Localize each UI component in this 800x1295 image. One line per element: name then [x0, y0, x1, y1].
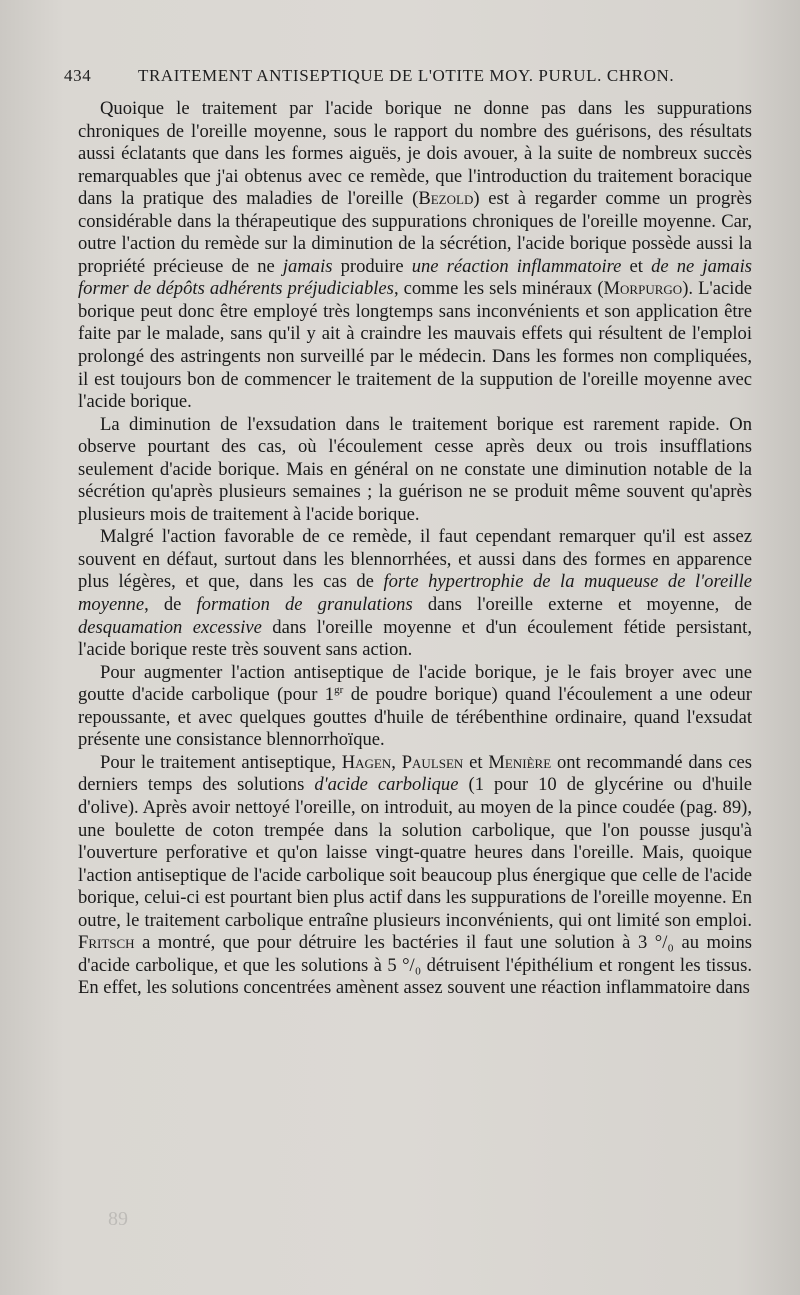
italic-text: jamais	[282, 255, 333, 277]
author-name: Paulsen	[401, 751, 464, 773]
text-run: Pour augmenter l'action antiseptique de l'acide borique, je le fais broyer avec une goutte d'acide carbolique (pour 1	[78, 661, 752, 706]
paragraph	[78, 662, 752, 752]
page-number: 434	[64, 66, 92, 85]
italic-text: de ne jamais former de dépôts adhérents préjudiciables	[78, 255, 752, 300]
text-run: , de	[144, 594, 197, 616]
text-run: , comme les sels minéraux (	[393, 278, 604, 300]
text-run: La diminution de l'exsudation dans le traitement borique est rarement rapide. On observe pourtant des cas, où l'écoulement cesse après deux ou trois insufflations seulement d'acide borique. Mais en général on ne constate une diminution notable de la sécrétion qu'après plusieurs semaines ; la guérison ne se produit même souvent qu'après plusieurs mois de traitement à l'acide borique.	[78, 413, 752, 525]
text-run: ) est à regarder comme un progrès considérable dans la thérapeutique des suppurations chroniques de l'oreille moyenne. Car, outre l'action du remède sur la diminution de la sécrétion, l'acide borique possède aussi la propriété précieuse de ne	[78, 188, 752, 277]
running-header	[64, 66, 754, 88]
author-name: Menière	[488, 751, 552, 773]
text-run: de poudre borique) quand l'écoulement a une odeur repoussante, et avec quelques gouttes d'huile de térébenthine ordinaire, quand l'exsudat présente une consistance blennorrhoïque.	[78, 684, 752, 751]
text-run: et	[463, 751, 489, 773]
text-run: et	[621, 255, 652, 277]
italic-text: une réaction inflammatoire	[411, 255, 622, 277]
superscript-unit: gr	[334, 684, 344, 697]
author-name: Hagen	[341, 751, 392, 773]
paragraph	[78, 752, 752, 1000]
text-run: ). L'acide borique peut donc être employé très longtemps sans inconvénients et son application être faite par le malade, sans qu'il y ait à craindre les mauvais effets qui résultent de l'emploi prolongé des astringents non surveillé par le médecin. Dans les formes non compliquées, il est toujours bon de commencer le traitement de la suppution de l'oreille moyenne avec l'acide borique.	[78, 278, 753, 413]
italic-text: desquamation excessive	[78, 616, 262, 638]
bleed-through-page-number: 89	[108, 1208, 128, 1230]
author-name: Fritsch	[78, 932, 135, 954]
text-run: ,	[391, 751, 402, 773]
author-name: Bezold	[418, 188, 474, 210]
text-run: Malgré l'action favorable de ce remède, il faut cependant remarquer qu'il est assez souvent en défaut, surtout dans les blennorrhées, et aussi dans des formes en apparence plus légères, et que, dans les cas de	[78, 526, 752, 593]
body-text	[78, 98, 752, 1000]
italic-text: formation de granulations	[196, 594, 413, 616]
text-run: ont recommandé dans ces derniers temps des solutions	[78, 751, 753, 796]
text-run: dans l'oreille externe et moyenne, de	[412, 594, 752, 616]
paragraph	[78, 526, 752, 661]
text-run: produire	[332, 255, 412, 277]
text-run: Quoique le traitement par l'acide borique ne donne pas dans les suppurations chroniques de l'oreille moyenne, sous le rapport du nombre des guérisons, des résultats aussi éclatants que dans les formes aiguës, je dois avouer, à la suite de nombreux succès remarquables que j'ai obtenus avec ce remède, que l'introduction du traitement boracique dans la pratique des maladies de l'oreille (	[78, 98, 752, 210]
paragraph	[78, 414, 752, 527]
author-name: Morpurgo	[603, 278, 683, 300]
paragraph	[78, 98, 752, 414]
italic-text: forte hypertrophie de la muqueuse de l'oreille moyenne	[78, 571, 752, 616]
text-run: dans l'oreille moyenne et d'un écoulement fétide persistant, l'acide borique reste très souvent sans action.	[78, 616, 752, 661]
italic-text: d'acide carbolique	[314, 774, 459, 796]
text-run: a montré, que pour détruire les bactéries il faut une solution à 3 °/₀ au moins d'acide carbolique, et que les solutions à 5 °/₀ détruisent l'épithélium et rongent les tissus. En effet, les solutions concentrées amènent assez souvent une réaction inflammatoire dans	[78, 932, 752, 999]
text-run: (1 pour 10 de glycérine ou d'huile d'olive). Après avoir nettoyé l'oreille, on introduit, au moyen de la pince coudée (pag. 89), une boulette de coton trempée dans la solution carbolique, que l'on pousse jusqu'à l'ouverture perforative et qu'on laisse vingt-quatre heures dans l'oreille. Mais, quoique l'action antiseptique de l'acide carbolique soit beaucoup plus énergique que celle de l'acide borique, celui-ci est pourtant bien plus actif dans les suppurations de l'oreille moyenne. En outre, le traitement carbolique entraîne plusieurs inconvénients, qui ont limité son emploi.	[78, 774, 752, 931]
running-title: TRAITEMENT ANTISEPTIQUE DE L'OTITE MOY. PURUL. CHRON.	[138, 66, 675, 85]
text-run: Pour le traitement antiseptique,	[100, 751, 342, 773]
